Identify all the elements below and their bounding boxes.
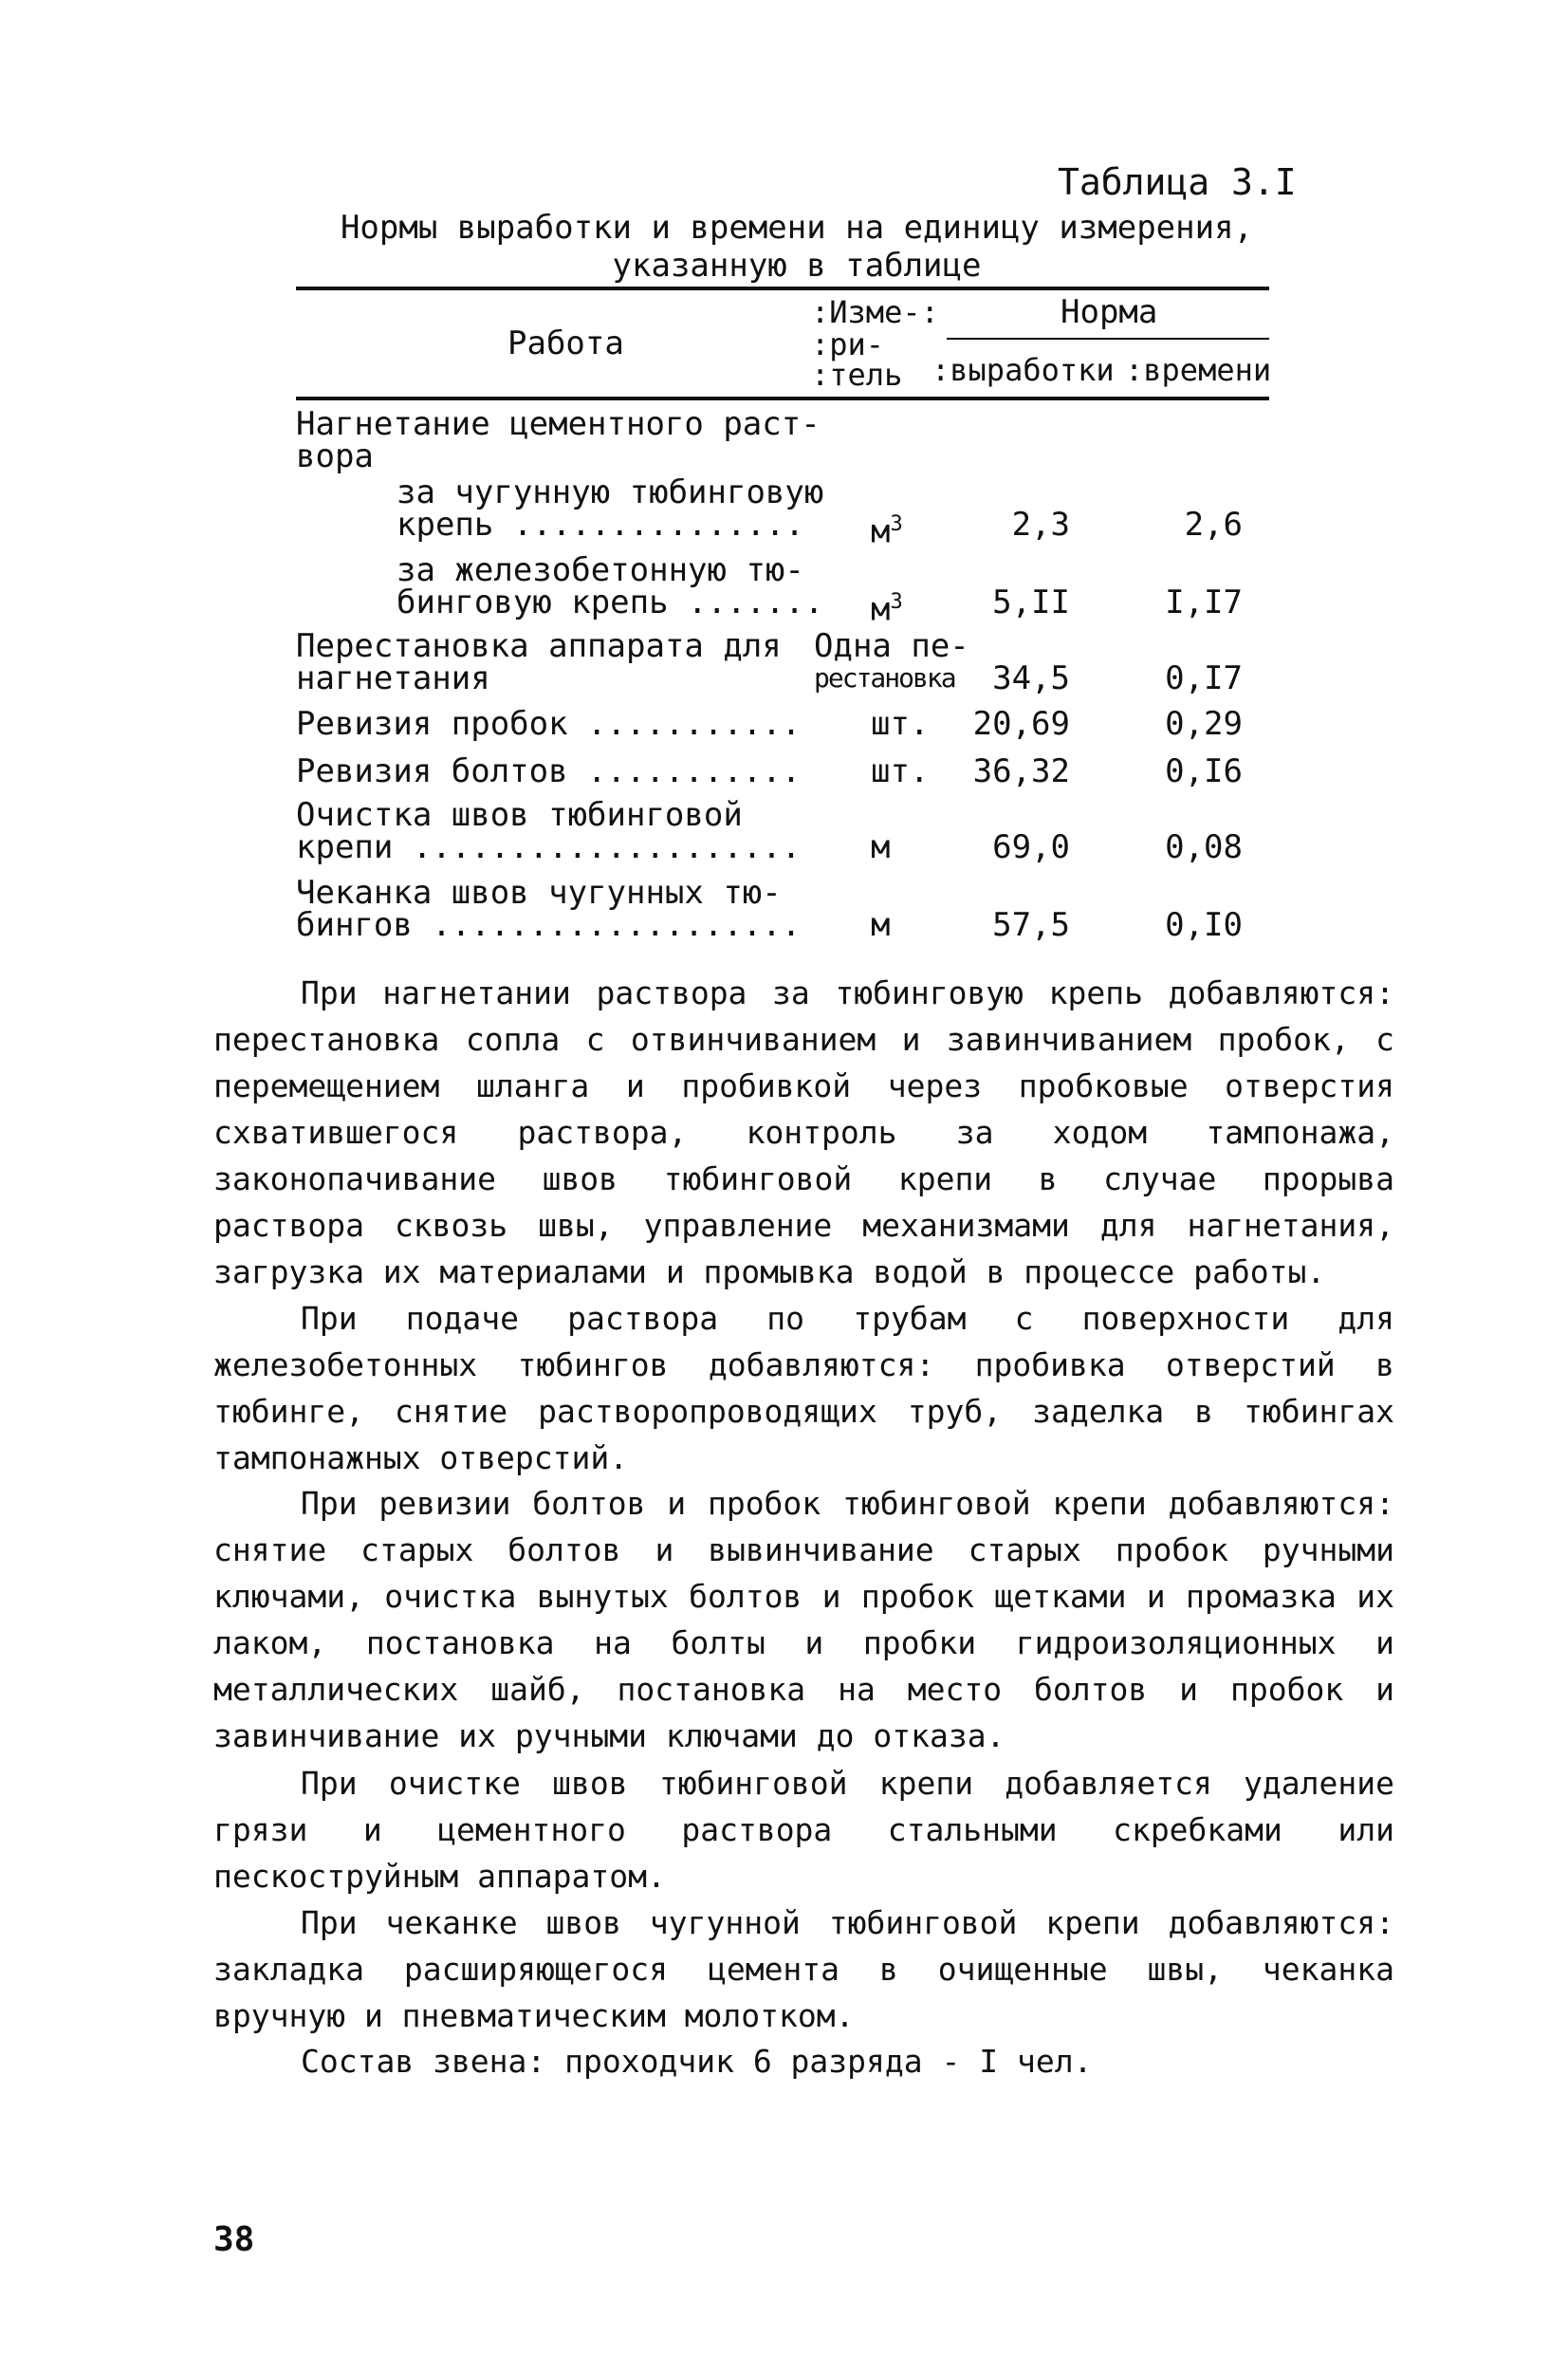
table-caption bbox=[294, 209, 1300, 285]
row-4-output: 20,69 bbox=[972, 705, 1070, 743]
row-2-work-line1: за железобетонную тю- bbox=[397, 551, 804, 589]
paragraph-2-text: При подаче раствора по трубам с поверхности для железобетонных тюбингов добавляются: пробивка отверстий в тюбинге, снятие растворопроводящих труб, заделка в тюбингах тампонажных отверстий. bbox=[213, 1300, 1394, 1476]
row-3-output: 34,5 bbox=[992, 659, 1070, 697]
row-7-output: 57,5 bbox=[992, 906, 1070, 944]
row-1-unit-text: м bbox=[871, 512, 891, 551]
row-5-unit: шт. bbox=[871, 752, 930, 790]
table-number: Таблица 3.I bbox=[1058, 161, 1297, 203]
row-5-work-line1: Ревизия болтов ........... bbox=[296, 752, 802, 790]
row-3-work-line2: нагнетания bbox=[296, 659, 490, 697]
row-1-work-line1: за чугунную тюбинговую bbox=[397, 473, 824, 511]
row-2-time: I,I7 bbox=[1165, 584, 1243, 621]
row-3-work-line1: Перестановка аппарата для bbox=[296, 627, 782, 665]
header-time: :времени bbox=[1125, 352, 1272, 388]
header-output: :выработки bbox=[932, 352, 1115, 388]
row-0-work-line1: Нагнетание цементного раст- bbox=[296, 405, 821, 443]
paragraph-5-text: При чеканке швов чугунной тюбинговой крепи добавляются: закладка расширяющегося цемента в очищенные швы, чеканка вручную и пневматическим молотком. bbox=[213, 1904, 1394, 2034]
row-1-unit-sup: 3 bbox=[890, 512, 903, 536]
paragraph-4-text: При очистке швов тюбинговой крепи добавляется удаление грязи и цементного раствора стальными скребками или пескоструйным аппаратом. bbox=[213, 1765, 1394, 1895]
row-7-unit: м bbox=[871, 906, 891, 944]
row-1-unit bbox=[871, 507, 903, 549]
table-caption-line2: указанную в таблице bbox=[612, 247, 982, 285]
header-unit-line2: :ри- bbox=[811, 326, 885, 362]
row-1-work-line2: крепь ............... bbox=[397, 506, 804, 544]
row-4-time: 0,29 bbox=[1165, 705, 1243, 743]
paragraph-6-text: Состав звена: проходчик 6 разряда - I чел. bbox=[301, 2043, 1093, 2080]
paragraph-3-text: При ревизии болтов и пробок тюбинговой крепи добавляются: снятие старых болтов и вывинчивание старых пробок ручными ключами, очистка вынутых болтов и пробок щетками и промазка их лаком, постановка на болты и пробки гидроизоляционных и металлических шайб, постановка на место болтов и пробок и завинчивание их ручными ключами до отказа. bbox=[213, 1485, 1394, 1754]
table-caption-line1: Нормы выработки и времени на единицу измерения, bbox=[340, 209, 1254, 247]
row-6-work-line1: Очистка швов тюбинговой bbox=[296, 796, 743, 834]
row-3-unit-line1: Одна пе- bbox=[814, 627, 969, 665]
header-work: Работа bbox=[507, 324, 624, 362]
header-norm: Норма bbox=[1061, 293, 1158, 331]
row-1-output: 2,3 bbox=[1011, 506, 1070, 544]
row-3-time: 0,I7 bbox=[1165, 659, 1243, 697]
row-3-unit-line2: рестановка bbox=[814, 662, 955, 694]
row-4-work-line1: Ревизия пробок ........... bbox=[296, 705, 802, 743]
paragraph-2 bbox=[213, 1295, 1394, 1481]
row-6-work-line2: крепи .................... bbox=[296, 828, 802, 866]
paragraph-3 bbox=[213, 1480, 1394, 1759]
page-number: 38 bbox=[213, 2220, 255, 2259]
row-2-unit bbox=[871, 584, 903, 627]
row-2-output: 5,II bbox=[992, 584, 1070, 621]
row-0-work-line2: вора bbox=[296, 437, 374, 475]
row-2-work-line2: бинговую крепь ....... bbox=[397, 584, 824, 621]
paragraph-6 bbox=[213, 2038, 1394, 2084]
row-1-time: 2,6 bbox=[1184, 506, 1243, 544]
row-7-time: 0,I0 bbox=[1165, 906, 1243, 944]
row-5-time: 0,I6 bbox=[1165, 752, 1243, 790]
paragraph-1 bbox=[213, 970, 1394, 1295]
row-4-unit: шт. bbox=[871, 705, 930, 743]
row-6-output: 69,0 bbox=[992, 828, 1070, 866]
row-7-work-line1: Чеканка швов чугунных тю- bbox=[296, 874, 782, 912]
row-7-work-line2: бингов ................... bbox=[296, 906, 802, 944]
paragraph-5 bbox=[213, 1899, 1394, 2039]
row-2-unit-sup: 3 bbox=[890, 590, 903, 614]
row-6-time: 0,08 bbox=[1165, 828, 1243, 866]
header-unit-line3: :тель bbox=[811, 357, 903, 393]
row-2-unit-text: м bbox=[871, 590, 891, 629]
table-top-rule bbox=[296, 287, 1269, 290]
table-header-bottom-rule bbox=[296, 397, 1269, 400]
row-5-output: 36,32 bbox=[972, 752, 1070, 790]
paragraph-1-text: При нагнетании раствора за тюбинговую крепь добавляются: перестановка сопла с отвинчиванием и завинчиванием пробок, с перемещением шланга и пробивкой через пробковые отверстия схватившегося раствора, контроль за ходом тампонажа, законопачивание швов тюбинговой крепи в случае прорыва раствора сквозь швы, управление механизмами для нагнетания, загрузка их материалами и промывка водой в процессе работы. bbox=[213, 974, 1394, 1290]
paragraph-4 bbox=[213, 1760, 1394, 1899]
norm-header-rule bbox=[947, 338, 1269, 340]
row-6-unit: м bbox=[871, 828, 891, 866]
header-unit-line1: :Изме-: bbox=[811, 294, 939, 330]
